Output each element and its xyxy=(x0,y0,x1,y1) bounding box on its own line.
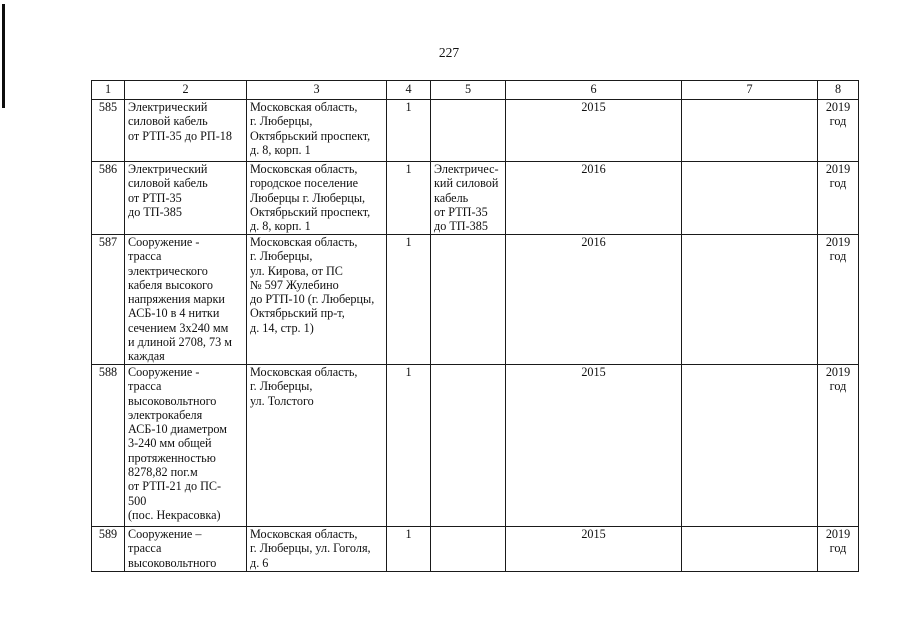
col7-value xyxy=(682,527,818,572)
col5-value xyxy=(431,235,506,365)
object-address xyxy=(247,100,387,162)
header-col-8: 8 xyxy=(818,81,859,100)
object-name xyxy=(125,365,247,527)
deadline: 2019 год xyxy=(818,100,859,162)
quantity: 1 xyxy=(387,235,431,365)
col5-text: Электричес- кий силовой кабель от РТП-35 до ТП-385 xyxy=(434,162,499,234)
row-number: 585 xyxy=(92,100,125,162)
quantity: 1 xyxy=(387,365,431,527)
table-body xyxy=(92,100,859,572)
table-row xyxy=(92,235,859,365)
deadline: 2019 год xyxy=(818,527,859,572)
object-address-text: Московская область, городское поселение Люберцы г. Люберцы, Октябрьский проспект, д. 8, корп. 1 xyxy=(250,162,371,234)
object-name-text: Сооружение – трасса высоковольтного xyxy=(128,527,217,570)
deadline: 2019 год xyxy=(818,162,859,235)
header-col-7: 7 xyxy=(682,81,818,100)
deadline: 2019 год xyxy=(818,365,859,527)
year: 2015 xyxy=(506,527,682,572)
col5-value xyxy=(431,100,506,162)
row-number: 586 xyxy=(92,162,125,235)
object-name xyxy=(125,235,247,365)
page-number: 227 xyxy=(438,45,460,60)
col7-value xyxy=(682,100,818,162)
header-col-4: 4 xyxy=(387,81,431,100)
col5-value xyxy=(431,365,506,527)
object-address-text: Московская область, г. Люберцы, ул. Толстого xyxy=(250,365,358,408)
header-col-1: 1 xyxy=(92,81,125,100)
table-row xyxy=(92,162,859,235)
table-row xyxy=(92,100,859,162)
object-name-text: Электрический силовой кабель от РТП-35 до ТП-385 xyxy=(128,162,208,219)
object-name-text: Электрический силовой кабель от РТП-35 до РП-18 xyxy=(128,100,232,143)
col7-value xyxy=(682,365,818,527)
col5-value xyxy=(431,527,506,572)
object-address xyxy=(247,365,387,527)
row-number: 587 xyxy=(92,235,125,365)
col7-value xyxy=(682,235,818,365)
header-row xyxy=(92,81,859,100)
object-name-text: Сооружение - трасса электрического кабеля высокого напряжения марки АСБ-10 в 4 нитки сечением 3х240 мм и длиной 2708, 73 м каждая xyxy=(128,235,232,364)
registry-table xyxy=(91,80,859,572)
object-name xyxy=(125,100,247,162)
table-header xyxy=(92,81,859,100)
row-number: 588 xyxy=(92,365,125,527)
object-address xyxy=(247,235,387,365)
row-number: 589 xyxy=(92,527,125,572)
object-address-text: Московская область, г. Люберцы, Октябрьский проспект, д. 8, корп. 1 xyxy=(250,100,371,157)
object-address xyxy=(247,527,387,572)
year: 2015 xyxy=(506,365,682,527)
year: 2016 xyxy=(506,162,682,235)
header-col-2: 2 xyxy=(125,81,247,100)
quantity: 1 xyxy=(387,162,431,235)
object-address-text: Московская область, г. Люберцы, ул. Кирова, от ПС № 597 Жулебино до РТП-10 (г. Люберцы, Октябрьский пр-т, д. 14, стр. 1) xyxy=(250,235,375,335)
header-col-3: 3 xyxy=(247,81,387,100)
header-col-5: 5 xyxy=(431,81,506,100)
object-name xyxy=(125,527,247,572)
deadline: 2019 год xyxy=(818,235,859,365)
object-name xyxy=(125,162,247,235)
col7-value xyxy=(682,162,818,235)
object-name-text: Сооружение - трасса высоковольтного электрокабеля АСБ-10 диаметром 3-240 мм общей протяженностью 8278,82 пог.м от РТП-21 до ПС- 500 (пос. Некрасовка) xyxy=(128,365,228,522)
quantity: 1 xyxy=(387,100,431,162)
table-row xyxy=(92,527,859,572)
year: 2016 xyxy=(506,235,682,365)
col5-value xyxy=(431,162,506,235)
object-address xyxy=(247,162,387,235)
table-row xyxy=(92,365,859,527)
year: 2015 xyxy=(506,100,682,162)
header-col-6: 6 xyxy=(506,81,682,100)
quantity: 1 xyxy=(387,527,431,572)
object-address-text: Московская область, г. Люберцы, ул. Гоголя, д. 6 xyxy=(250,527,371,570)
